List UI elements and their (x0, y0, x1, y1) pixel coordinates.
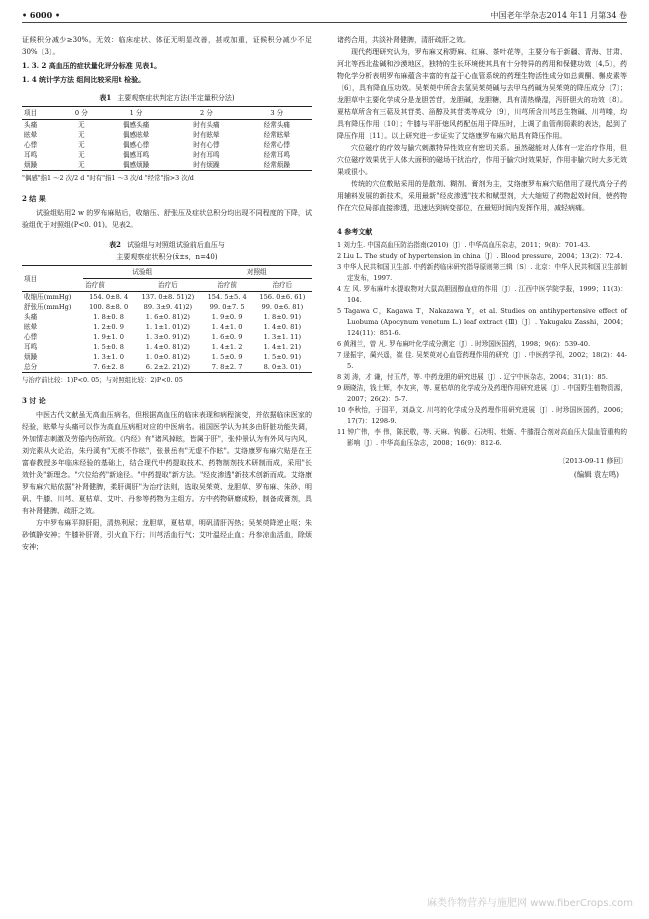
table-cell: 时有心悸 (193, 141, 220, 149)
table1-caption (22, 92, 312, 104)
table-cell: 1. 5±0. 8 (93, 343, 124, 351)
table-cell: 眩晕 (24, 131, 38, 139)
table-row (22, 352, 312, 362)
table-cell: 眩晕 (24, 323, 38, 331)
table1-header: 3 分 (242, 107, 312, 120)
table-cell: 无 (78, 151, 85, 159)
table-cell: 烦躁 (24, 161, 38, 169)
reference-item: 8 刘 涛，才 谦，付玉芹，等. 中药龙胆的研究进展〔J〕. 辽宁中医杂志，2004；31(1)：85. (337, 373, 608, 381)
section-heading-1-4: 1. 4 统计学方法 组间比较采用t 检验。 (22, 75, 146, 84)
table-cell: 1. 5±0. 9 (211, 353, 243, 361)
table-cell: 偶感头痛 (122, 121, 150, 129)
table-cell: 舒张压(mmHg) (24, 303, 72, 311)
table-cell: 1. 4±1. 21) (263, 343, 302, 351)
table-row (22, 140, 312, 150)
paragraph: 中医古代文献虽无高血压病名，但根据高血压的临床表现和病程演变，并依据临床医家的经验，眩晕与头痛可以作为高血压病相对应的中医病名。祖国医学认为其多由肝脏功能失调，外加情志刺激及劳倦内伤所致。《内经》有"诸风掉眩，皆属于肝"，张仲景认为有外风与内风，刘完素从火论治，朱丹溪有"无痰不作眩"，张景岳有"无虚不作眩"。艾络康罗布麻穴贴是在王富春教授多年临床经验的基础上，结合现代中药提取技术、药物制剂技术研制而成，采用"长效针灸"新理念。"穴位给药"新途径。"中药提取"新方法。"经皮渗透"新技术创新而成。艾络康罗布麻穴贴依据"补肾健脾，柔肝调肝"为治疗法则，选取吴茱萸、龙胆草、罗布麻、朱砂、明矾、牛膝、川芎、夏枯草、艾叶、丹参等药物为主组方。方中药物研磨成粉，制备成膏剂，具有补肾健脾、疏肝之效。 (22, 411, 312, 515)
table-cell: 偶感耳鸣 (122, 151, 150, 159)
reference-item: 9 顾晓洁，钱士辉，李友宾，等. 夏枯草的化学成分及药理作用研究进展〔J〕. 中国野生植物资源，2007；26(2)：5-7. (337, 384, 627, 403)
table-row (22, 312, 312, 322)
table-cell: 头痛 (24, 313, 38, 321)
table-row (22, 120, 312, 131)
table-cell: 偶感心悸 (122, 141, 150, 149)
table-cell: 时有耳鸣 (193, 151, 220, 159)
table2-title-line1: 试验组与对照组试验前后血压与 (126, 241, 225, 249)
table1-header: 项目 (22, 107, 62, 120)
table1-header: 2 分 (171, 107, 241, 120)
paragraph: 方中罗布麻平抑肝阳，清热利尿；龙胆草，夏枯草，明矾清肝泻热；吴茱萸降逆止呕；朱砂镇静安神；牛膝补肝肾，引火血下行；川芎活血行气；艾叶温经止血；丹参凉血活血，除烦安神； (22, 519, 312, 551)
table-cell: 经常眩晕 (263, 131, 290, 139)
table2-header-before: 治疗前 (202, 279, 253, 292)
table-row (22, 150, 312, 160)
table-cell: 154. 0±8. 4 (89, 293, 129, 301)
table-cell: 89. 3±9. 41)2) (143, 303, 193, 311)
reference-item: 3 中华人民共和国卫生部. 中药新药临床研究指导原则第三辑〔S〕. 北京：中华人民共和国卫生部制定发布，1997. (337, 263, 627, 282)
left-column (22, 34, 312, 553)
table2-caption (22, 239, 312, 263)
section-heading-references: 4 参考文献 (337, 227, 373, 236)
table1-note: "偶感"指1 ～2 次/2 d "时有"指1 ～3 次/d "经常"指>3 次/d (22, 174, 194, 182)
table-cell: 1. 1±1. 01)2) (145, 323, 190, 331)
table-cell: 无 (78, 131, 85, 139)
table-cell: 耳鸣 (24, 151, 38, 159)
table-cell: 偶感烦躁 (122, 161, 150, 169)
table-cell: 1. 8±0. 91) (263, 313, 302, 321)
table-cell: 154. 5±5. 4 (207, 293, 247, 301)
table-cell: 7. 6±2. 8 (93, 363, 124, 371)
table-cell: 头痛 (24, 121, 38, 129)
table-row (22, 302, 312, 312)
table2-header-control: 对照组 (202, 266, 312, 279)
table2-header-after: 治疗后 (134, 279, 201, 292)
table-cell: 心悸 (24, 141, 38, 149)
table-cell: 1. 3±1. 0 (93, 353, 124, 361)
table-cell: 1. 4±0. 81)2) (145, 343, 190, 351)
reference-item: 2 Liu L. The study of hypertension in china〔J〕. Blood pressure，2004；13(2)：72-4. (337, 252, 623, 260)
table2-header-item: 项目 (22, 266, 83, 292)
paragraph: 诸药合用，共淡补肾健脾，清肝疏肝之效。 (337, 36, 470, 44)
table-cell: 7. 8±2. 7 (211, 363, 243, 371)
table2-note: 与治疗前比较：1)P<0. 05；与对照组比较：2)P<0. 05 (22, 376, 183, 384)
table-cell: 心悸 (24, 333, 38, 341)
paragraph: 证候积分减少≥30%。无效：临床症状、体征无明显改善，甚或加重，证候积分减少不足30%〔3〕。 (22, 36, 312, 56)
table1-header: 0 分 (62, 107, 101, 120)
reference-item: 11 钟广伟，李 伟，陈民敬，等. 天麻、钩藤、石决明、牡蛎、牛膝混合剂对高血压大鼠血管重构的影响〔J〕. 中华高血压杂志，2008；16(9)：812-6. (337, 428, 627, 447)
paragraph: 传统的穴位敷贴采用的是散剂、糊剂、膏剂为主，艾络康罗布麻穴贴借用了现代高分子药用辅料发展的新技术，采用最新"经皮渗透"技术和赋型剂，大大缩短了药物起效时间，使药物作在穴位局部直接渗透，迅速达到病变部位，在最短时间内发挥作用，减轻病痛。 (337, 180, 627, 212)
table-cell: 1. 9±1. 0 (93, 333, 124, 341)
table-cell: 经常心悸 (263, 141, 290, 149)
table-row (22, 322, 312, 332)
page-header (22, 8, 627, 23)
watermark: 麻类作物营养与施肥网 www.fiberCrops.com (427, 898, 633, 909)
reference-item: 6 黄湘兰，曾 凡. 罗布麻叶化学成分测定〔J〕. 时珍国医国药，1998；9(6)：539-40. (337, 340, 591, 348)
table-cell: 1. 3±1. 11) (263, 333, 302, 341)
table-row (22, 362, 312, 373)
reference-item: 7 逯振宇，蔺兴遥，崔 佳. 吴茱萸对心血管药理作用的研究〔J〕. 中医药学刊，2002；18(2)：44-5. (337, 351, 627, 370)
right-column (337, 34, 627, 481)
table-cell: 1. 5±0. 91) (263, 353, 302, 361)
paragraph: 试验组贴用2 w 的罗布麻贴后，收缩压、舒张压及症状总积分均出现不同程度的下降，试验组优于对照组(P<0. 01)。见表2。 (22, 209, 312, 229)
table-cell: 收缩压(mmHg) (24, 293, 72, 301)
table2-header-before: 治疗前 (83, 279, 134, 292)
table-cell: 1. 8±0. 8 (93, 313, 124, 321)
table-cell: 137. 0±8. 51)2) (141, 293, 195, 301)
page-number: • 6000 • (22, 10, 61, 20)
table-row (22, 332, 312, 342)
table-cell: 时有头痛 (193, 121, 220, 129)
revision-date: 〔2013-09-11 修回〕 (558, 457, 627, 465)
table-cell: 100. 8±8. 0 (89, 303, 129, 311)
reference-item: 10 李秋怡，于国平，刘焱文. 川芎的化学成分及药理作用研究进展〔J〕. 时珍国医国药，2006；17(7)：1298-9. (337, 406, 627, 425)
table-cell: 无 (78, 141, 85, 149)
table-cell: 经常烦躁 (263, 161, 290, 169)
table-cell: 无 (78, 161, 85, 169)
table-cell: 1. 4±1. 2 (211, 343, 243, 351)
reference-item: 4 左 风. 罗布麻叶水提取物对大鼠高胆固醇血症的作用〔J〕. 江西中医学院学报，1999；11(3)：104. (337, 285, 627, 304)
table2-number: 表2 (109, 240, 121, 249)
table-cell: 99. 0±6. 81) (261, 303, 304, 311)
table1-title: 主要观察症状判定方法(半定量积分法) (117, 94, 235, 102)
table-cell: 1. 2±0. 9 (93, 323, 124, 331)
table-cell: 1. 6±0. 9 (211, 333, 243, 341)
table-cell: 1. 6±0. 81)2) (145, 313, 190, 321)
paragraph: 现代药理研究认为，罗布麻又称野麻、红麻、茶叶花等，主要分布于新疆、青海、甘肃、河北等西北盐碱和沙漠地区，独特的生长环境使其具有十分特异的药用和保健功效〔4,5〕，药物化学分析表明罗布麻蕴含丰富的有益于心血管系统的药理生物活性成分如总黄酮、槲皮素等〔6〕，具有降血压功效。吴茱萸中所含去氢吴茱萸碱与去甲乌药碱为吴茱萸的降压成分〔7〕；龙胆草中主要化学成分是龙胆苦苷，龙胆碱，龙胆糖，具有清热燥湿，泻肝胆火的功效〔8〕。夏枯草所含有三萜及其苷类、甾醇及其苷类等成分〔9〕，川芎所含川芎总生物碱、川芎嗪，均具有降压作用〔10〕；牛膝与平肝熄风药配伍用于降压时，上调了血管削弱素的表达，起到了降压作用〔11〕。以上研究进一步证实了艾络康罗布麻穴贴具有降压作用。 (337, 48, 627, 140)
editor-credit: (编辑 袁左鸣) (573, 470, 619, 479)
reference-list (337, 240, 627, 449)
table-cell: 时有眩晕 (193, 131, 220, 139)
table-cell: 烦躁 (24, 353, 38, 361)
table1-header: 1 分 (101, 107, 171, 120)
table2-header-test: 试验组 (83, 266, 201, 279)
table2-title-line2: 主要观察症状积分(x̄±s，n=40) (116, 253, 218, 261)
section-heading-discussion: 3 讨 论 (22, 396, 46, 405)
table1 (22, 106, 312, 171)
reference-item: 1 刘力生. 中国高血压防治指南(2010)〔J〕. 中华高血压杂志，2011；9(8)：701-43. (337, 241, 591, 249)
table-cell: 无 (78, 121, 85, 129)
table-cell: 经常头痛 (263, 121, 290, 129)
table-row (22, 160, 312, 171)
table-row (22, 130, 312, 140)
table-cell: 1. 0±0. 81)2) (145, 353, 190, 361)
section-heading-1-3-2: 1. 3. 2 高血压的症状量化评分标准 见表1。 (22, 61, 162, 70)
table-cell: 1. 4±0. 81) (263, 323, 302, 331)
table-cell: 1. 4±1. 0 (211, 323, 243, 331)
reference-item: 5 Tagawa C，Kagawa T，Nakazawa Y，et al. Studies on antihypertensive effect of Luobuma (Apocynum venetum L.) leaf extract (Ⅲ)〔J〕. Yakugaku Zasshi，2004；124(11)：851-6. (337, 307, 627, 337)
table-cell: 156. 0±6. 61) (259, 293, 306, 301)
table-cell: 8. 0±3. 01) (263, 363, 302, 371)
table-cell: 1. 9±0. 9 (211, 313, 243, 321)
table-cell: 99. 0±7. 5 (209, 303, 245, 311)
table-row (22, 292, 312, 303)
paragraph: 穴位磁疗的疗效与腧穴刺激特异性效应有密切关系。虽然磁能对人体有一定治疗作用，但穴位磁疗效果优于人体大面积的磁场干扰治疗，作用于腧穴时效果好，作用非腧穴时大多无效果或很小。 (337, 144, 627, 176)
table-cell: 偶感眩晕 (122, 131, 150, 139)
table-cell: 总分 (24, 363, 38, 371)
section-heading-results: 2 结 果 (22, 194, 46, 203)
table-row (22, 342, 312, 352)
table-cell: 耳鸣 (24, 343, 38, 351)
table-cell: 6. 2±2. 21)2) (145, 363, 190, 371)
table-cell: 1. 3±0. 91)2) (145, 333, 190, 341)
journal-title: 中国老年学杂志2014 年11 月第34 卷 (490, 11, 627, 20)
table2-header-after: 治疗后 (253, 279, 312, 292)
table-cell: 经常耳鸣 (263, 151, 290, 159)
table1-number: 表1 (99, 93, 112, 102)
table-cell: 时有烦躁 (193, 161, 220, 169)
table2 (22, 265, 312, 373)
